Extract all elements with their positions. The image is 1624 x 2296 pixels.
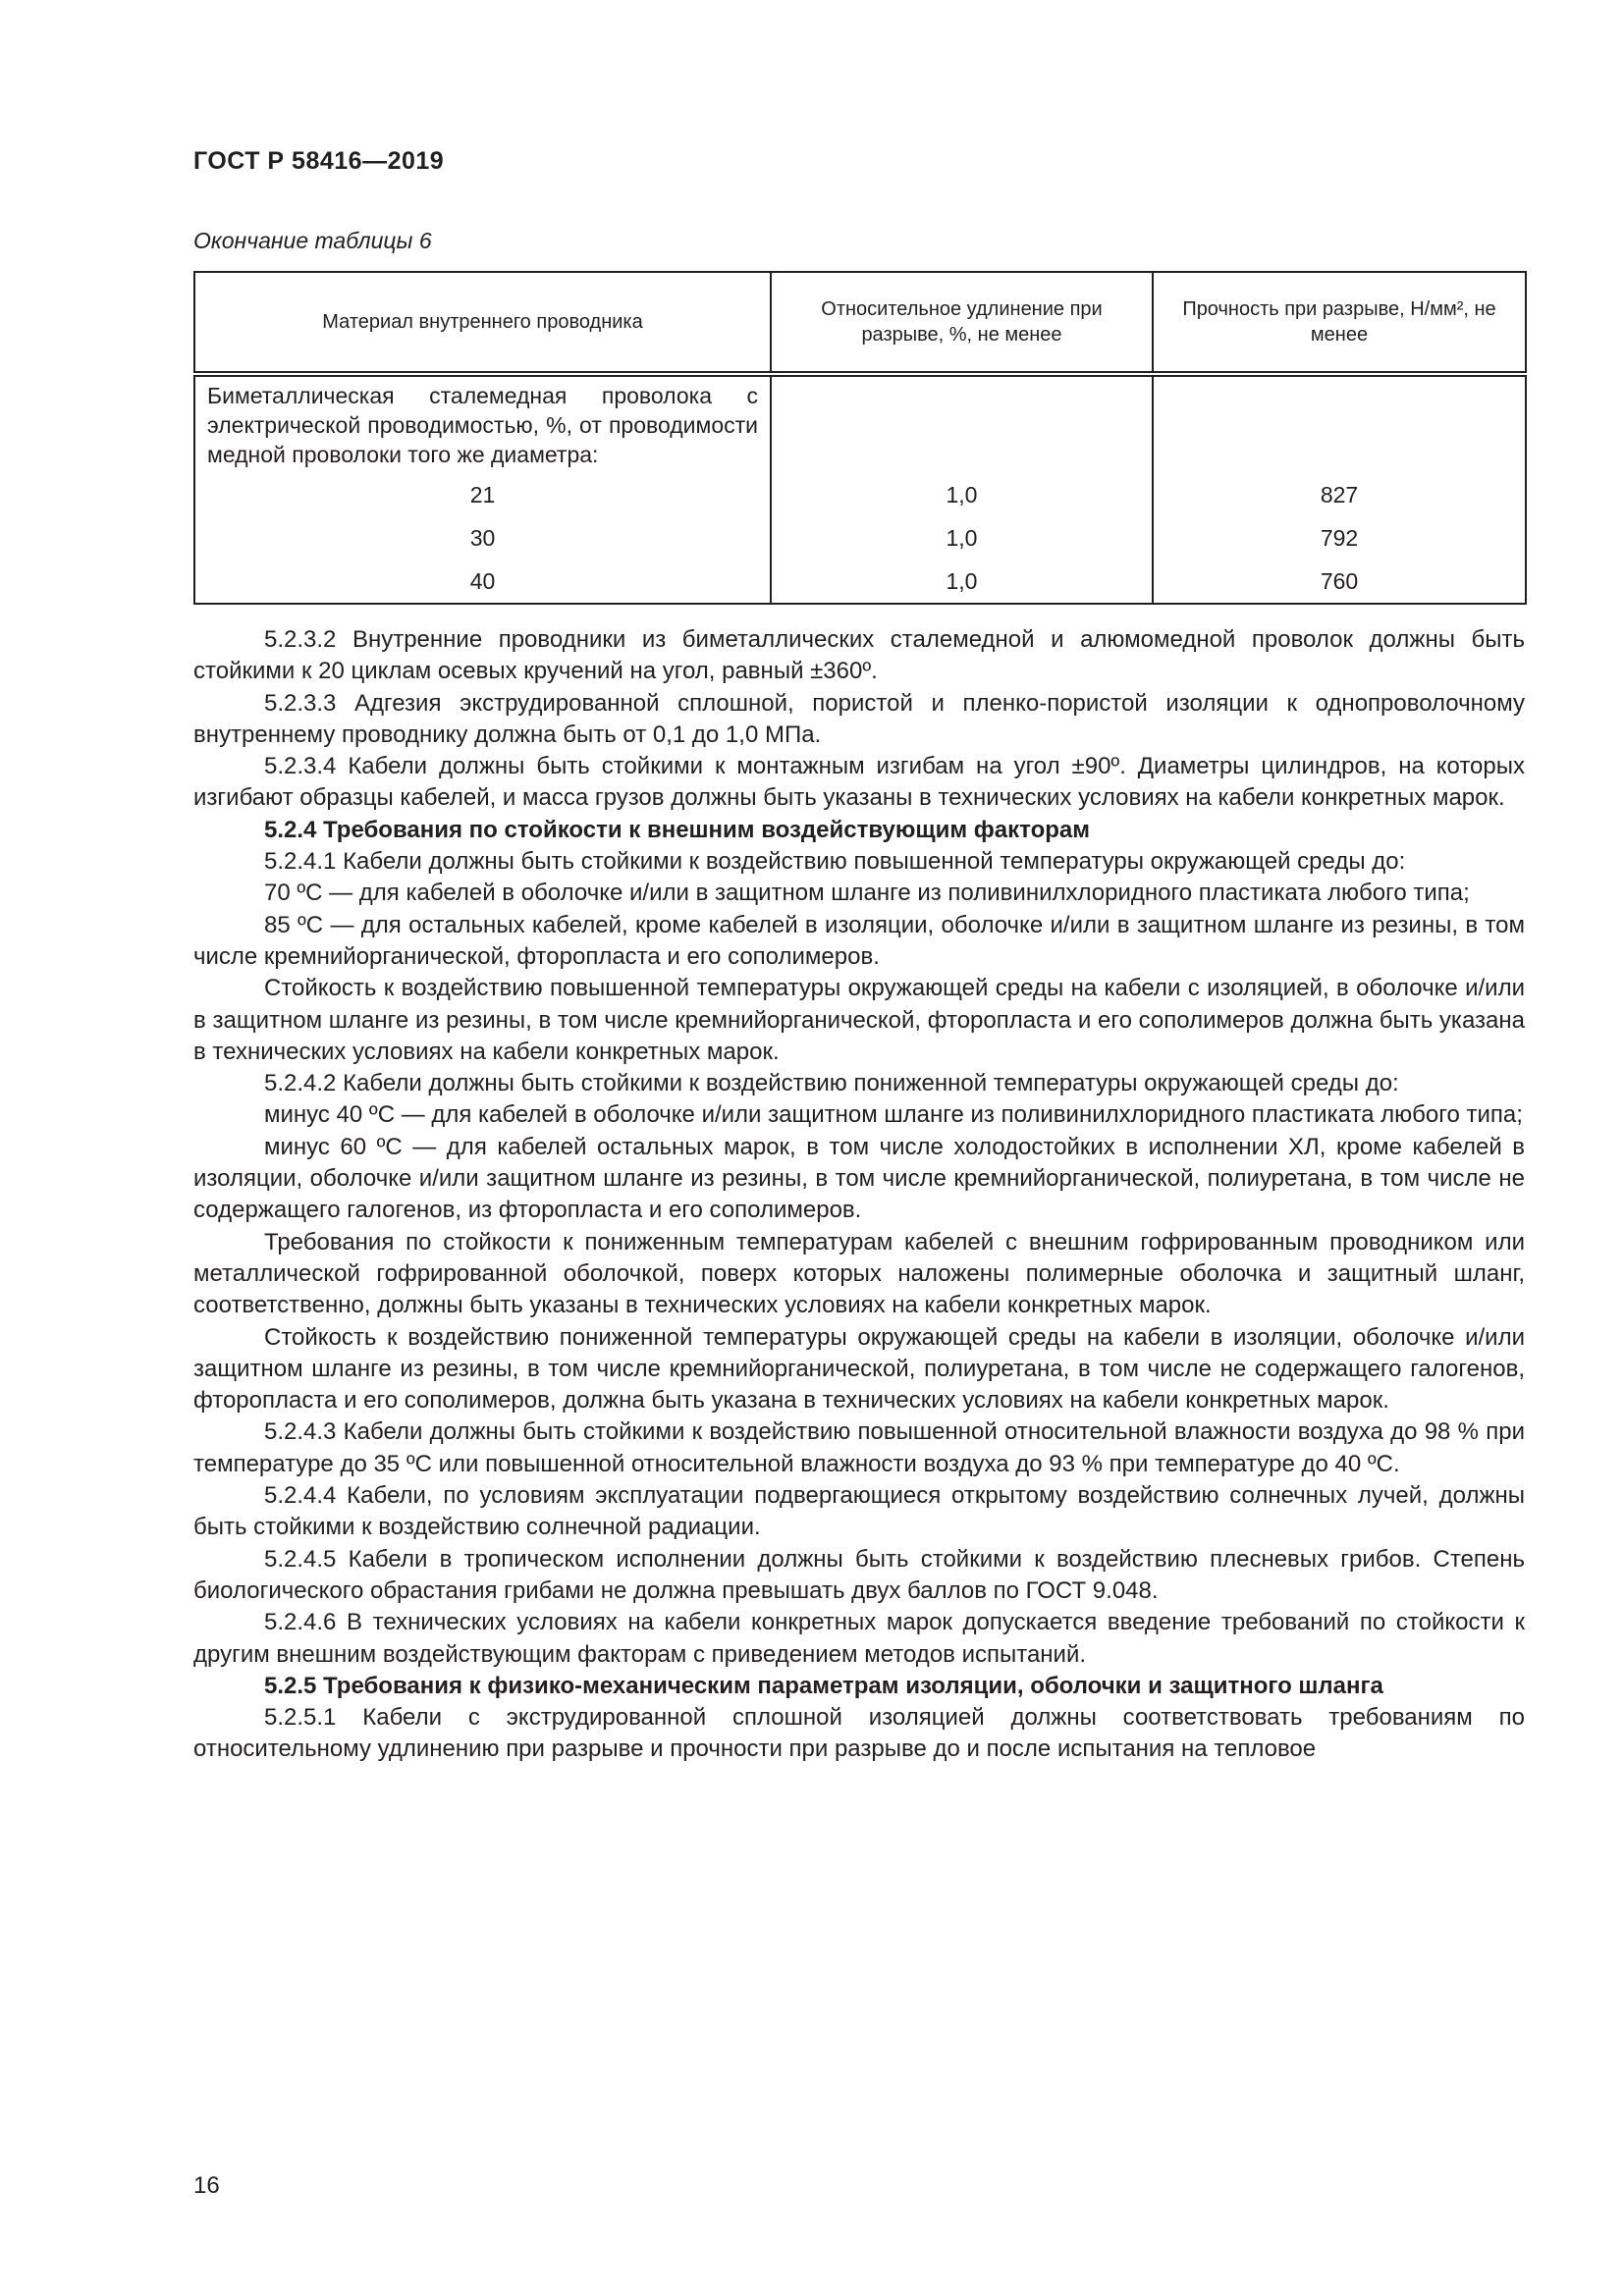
cell-elongation: 1,0 xyxy=(771,560,1153,604)
table-row xyxy=(194,516,1526,560)
column-header-material: Материал внутреннего проводника xyxy=(194,272,771,374)
section-heading: 5.2.5 Требования к физико-механическим параметрам изоляции, оболочки и защитного шланга xyxy=(264,1672,1383,1699)
paragraph: 5.2.4.6 В технических условиях на кабели конкретных марок допускается введение требований по стойкости к другим внешним воздействующим факторам с приведением методов испытаний. xyxy=(193,1609,1525,1668)
paragraph: 5.2.3.2 Внутренние проводники из биметаллических сталемедной и алюмомедной проволок должны быть стойкими к 20 циклам осевых кручений на угол, равный ±360º. xyxy=(193,626,1525,685)
paragraph: 5.2.5.1 Кабели с экструдированной сплошной изоляцией должны соответствовать требованиям по относительному удлинению при разрыве и прочности при разрыве до и после испытания на тепловое xyxy=(193,1704,1525,1763)
cell-strength: 760 xyxy=(1153,560,1526,604)
column-header-strength: Прочность при разрыве, Н/мм², не менее xyxy=(1153,272,1526,374)
paragraph: Стойкость к воздействию пониженной температуры окружающей среды на кабели в изоляции, оболочке и/или защитном шланге из резины, в том числе кремнийорганической, полиуретана, в том числе не содержащего галогенов, фторопласта и его сополимеров, должна быть указана в технических условиях на кабели конкретных марок. xyxy=(193,1323,1525,1415)
cell-elongation: 1,0 xyxy=(771,473,1153,516)
table-row xyxy=(194,560,1526,604)
cell-strength: 827 xyxy=(1153,473,1526,516)
paragraph: Стойкость к воздействию повышенной температуры окружающей среды на кабели с изоляцией, в оболочке и/или в защитном шланге из резины, в том числе кремнийорганической, фторопласта и его сополимеров должна быть указана в технических условиях на кабели конкретных марок. xyxy=(193,975,1525,1065)
paragraph: 5.2.4.2 Кабели должны быть стойкими к воздействию пониженной температуры окружающей среды до: xyxy=(264,1070,1399,1097)
table-caption: Окончание таблицы 6 xyxy=(193,228,432,253)
paragraph: минус 40 ºС — для кабелей в оболочке и/или защитном шланге из поливинилхлоридного пластиката любого типа; xyxy=(264,1101,1523,1129)
paragraph: 5.2.3.4 Кабели должны быть стойкими к монтажным изгибам на угол ±90º. Диаметры цилиндров, на которых изгибают образцы кабелей, и масса грузов должны быть указаны в технических условиях на кабели конкретных марок. xyxy=(193,753,1525,812)
cell-material: 21 xyxy=(194,473,771,516)
paragraph: 5.2.4.4 Кабели, по условиям эксплуатации подвергающиеся открытому воздействию солнечных лучей, должны быть стойкими к воздействию солнечной радиации. xyxy=(193,1482,1525,1541)
paragraph: минус 60 ºС — для кабелей остальных марок, в том числе холодостойких в исполнении ХЛ, кроме кабелей в изоляции, оболочке и/или защитном шланге из резины, в том числе кремнийорганической, полиуретана, в том числе не содержащего галогенов, из фторопласта и его сополимеров. xyxy=(193,1133,1525,1224)
cell-material: 40 xyxy=(194,560,771,604)
paragraph: 5.2.4.5 Кабели в тропическом исполнении должны быть стойкими к воздействию плесневых грибов. Степень биологического обрастания грибами не должна превышать двух баллов по ГОСТ 9.048. xyxy=(193,1545,1525,1604)
cell-elongation: 1,0 xyxy=(771,516,1153,560)
body-text xyxy=(193,624,1525,1766)
table-6 xyxy=(193,271,1527,605)
section-heading: 5.2.4 Требования по стойкости к внешним воздействующим факторам xyxy=(264,816,1091,843)
table-row xyxy=(194,473,1526,516)
cell-strength: 792 xyxy=(1153,516,1526,560)
paragraph: 5.2.3.3 Адгезия экструдированной сплошной, пористой и пленко-пористой изоляции к однопроволочному внутреннему проводнику должна быть от 0,1 до 1,0 МПа. xyxy=(193,689,1525,748)
paragraph: 5.2.4.1 Кабели должны быть стойкими к воздействию повышенной температуры окружающей среды до: xyxy=(264,848,1406,876)
group-label: Биметаллическая сталемедная проволока с электрической проводимостью, %, от проводимости медной проволоки того же диаметра: xyxy=(194,374,771,473)
empty-cell xyxy=(771,374,1153,473)
table-group-row xyxy=(194,374,1526,473)
cell-material: 30 xyxy=(194,516,771,560)
table-header-row xyxy=(194,272,1526,374)
page-number: 16 xyxy=(193,2172,220,2199)
document-header: ГОСТ Р 58416—2019 xyxy=(193,147,445,175)
paragraph: 85 ºС — для остальных кабелей, кроме кабелей в изоляции, оболочке и/или в защитном шланге из резины, в том числе кремнийорганической, фторопласта и его сополимеров. xyxy=(193,911,1525,970)
paragraph: 5.2.4.3 Кабели должны быть стойкими к воздействию повышенной относительной влажности воздуха до 98 % при температуре до 35 ºС или повышенной относительной влажности воздуха до 93 % при температуре до 40 ºС. xyxy=(193,1418,1525,1477)
column-header-elongation: Относительное удлинение при разрыве, %, не менее xyxy=(771,272,1153,374)
empty-cell xyxy=(1153,374,1526,473)
paragraph: Требования по стойкости к пониженным температурам кабелей с внешним гофрированным проводником или металлической гофрированной оболочкой, поверх которых наложены полимерные оболочка и защитный шланг, соответственно, должны быть указаны в технических условиях на кабели конкретных марок. xyxy=(193,1228,1525,1319)
paragraph: 70 ºС — для кабелей в оболочке и/или в защитном шланге из поливинилхлоридного пластиката любого типа; xyxy=(264,880,1470,907)
